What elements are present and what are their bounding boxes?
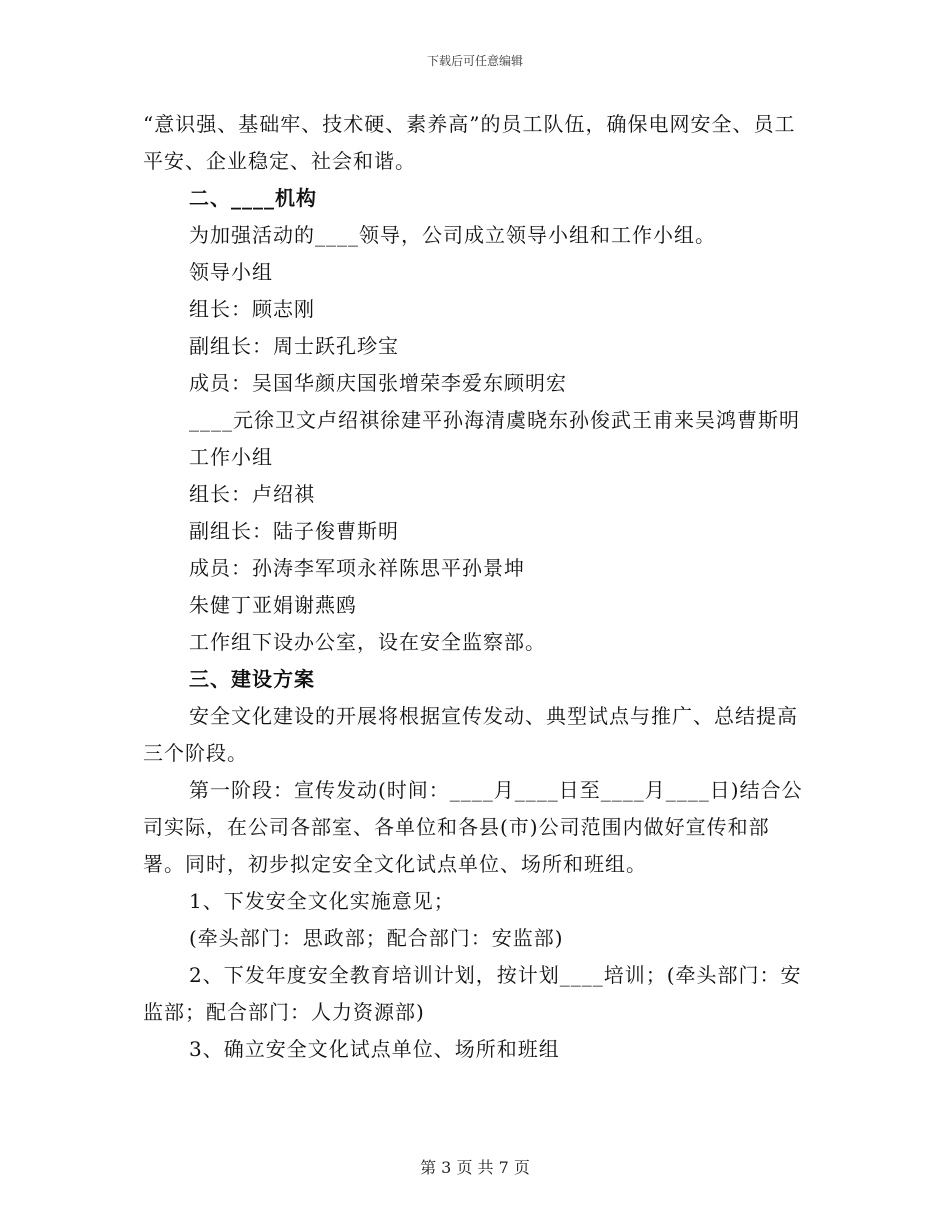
- body-paragraph: (牵头部门：思政部；配合部门：安监部): [189, 926, 564, 950]
- body-paragraph: 工作组下设办公室，设在安全监察部。: [189, 630, 546, 654]
- body-paragraph: 工作小组: [189, 445, 273, 469]
- document-body: [143, 106, 807, 1068]
- body-paragraph: 组长：顾志刚: [189, 297, 315, 321]
- body-paragraph: 成员：吴国华颜庆国张增荣李爱东顾明宏: [189, 371, 567, 395]
- body-paragraph: “意识强、基础牢、技术硬、素养高”的员工队伍，确保电网安全、员工平安、企业稳定、社会和谐。: [143, 112, 796, 173]
- body-paragraph: 安全文化建设的开展将根据宣传发动、典型试点与推广、总结提高三个阶段。: [143, 704, 798, 765]
- body-paragraph: 组长：卢绍祺: [189, 482, 315, 506]
- body-paragraph: 领导小组: [189, 260, 273, 284]
- body-paragraph: 2、下发年度安全教育培训计划，按计划____培训；(牵头部门：安监部；配合部门：人力资源部): [143, 963, 802, 1024]
- page-header-note: 下载后可任意编辑: [426, 54, 523, 68]
- page-number: 第 3 页 共 7 页: [420, 1158, 530, 1177]
- section-heading: 三、建设方案: [189, 667, 315, 691]
- body-paragraph: 朱健丁亚娟谢燕鸥: [189, 593, 357, 617]
- body-paragraph: 副组长：周士跃孔珍宝: [189, 334, 399, 358]
- body-paragraph: ____元徐卫文卢绍祺徐建平孙海清虞晓东孙俊武王甫来吴鸿曹斯明: [189, 408, 800, 432]
- body-paragraph: 3、确立安全文化试点单位、场所和班组: [189, 1037, 560, 1061]
- body-paragraph: 为加强活动的____领导，公司成立领导小组和工作小组。: [189, 223, 716, 247]
- section-heading: 二、____机构: [189, 186, 317, 210]
- body-paragraph: 第一阶段：宣传发动(时间：____月____日至____月____日)结合公司实际，在公司各部室、各单位和各县(市)公司范围内做好宣传和部署。同时，初步拟定安全文化试点单位、场所和班组。: [143, 778, 803, 876]
- body-paragraph: 成员：孙涛李军项永祥陈思平孙景坤: [189, 556, 525, 580]
- body-paragraph: 副组长：陆子俊曹斯明: [189, 519, 399, 543]
- body-paragraph: 1、下发安全文化实施意见；: [189, 889, 455, 913]
